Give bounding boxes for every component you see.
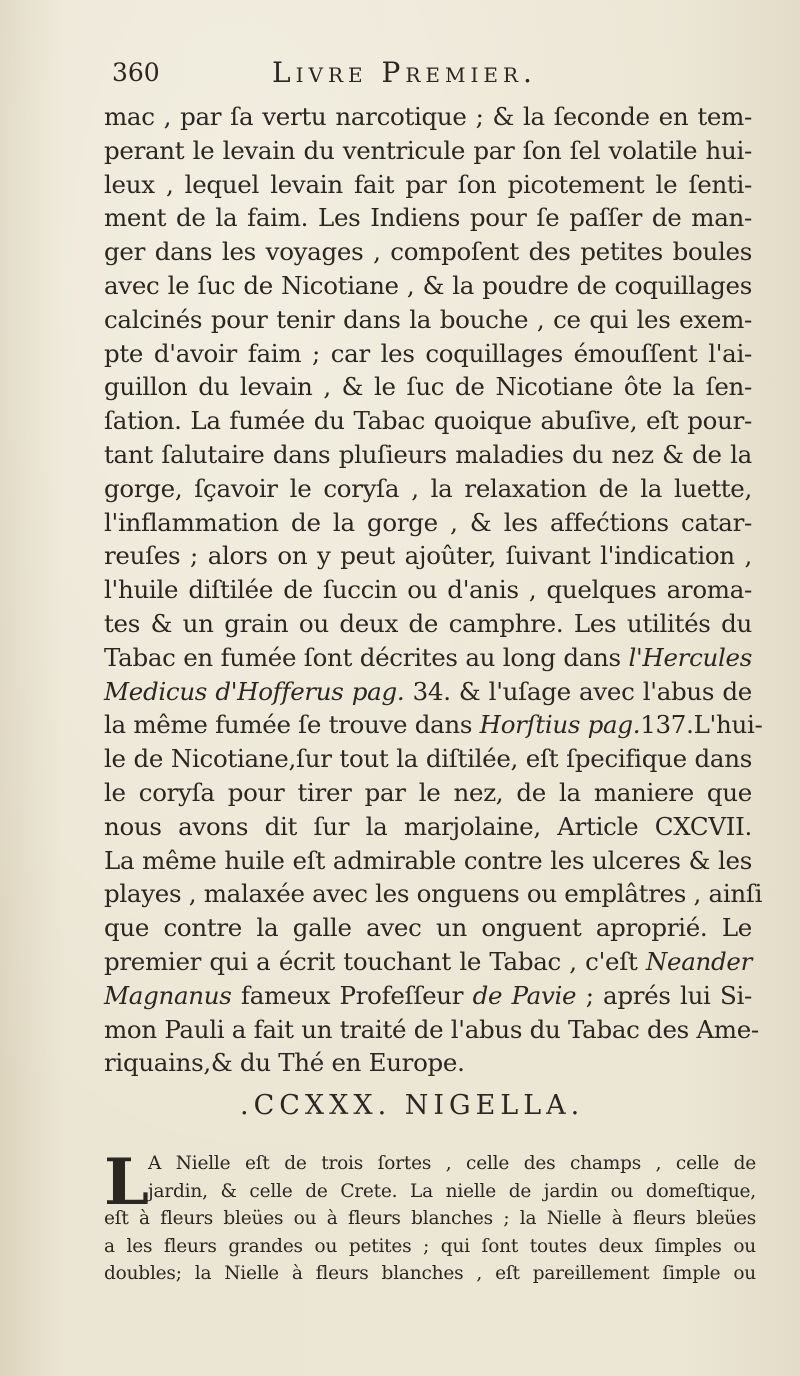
text-line: A Nielle eſt de trois ſortes , celle des champs , celle de xyxy=(148,1153,756,1174)
text-line xyxy=(104,708,763,742)
text-line: l'inflammation de la gorge , & les affećtions catar- xyxy=(104,507,752,537)
text-segment: ; aprés lui Si- xyxy=(585,980,752,1010)
text-line: calcinés pour tenir dans la bouche , ce qui les exem- xyxy=(104,304,752,334)
text-line: jardin, & celle de Crete. La nielle de jardin ou domeſtique, xyxy=(148,1180,756,1202)
text-line: ger dans les voyages , compoſent des petites boules xyxy=(104,237,752,267)
text-line: l'huile diſtilée de ſuccin ou d'anis , quelques aroma- xyxy=(104,575,752,605)
text-line xyxy=(104,945,752,979)
text-segment: premier qui a écrit touchant le Tabac , c'eſt xyxy=(104,946,638,976)
text-line: guillon du levain , & le ſuc de Nicotiane ôte la ſen- xyxy=(104,372,752,402)
text-line: le de Nicotiane,ſur tout la diſtilée, eſt ſpecifique dans xyxy=(104,744,752,774)
italic-title: l'Hercules xyxy=(628,642,752,672)
text-line: riquains,& du Thé en Europe. xyxy=(104,1048,465,1078)
text-line: ment de la faim. Les Indiens pour ſe paſſer de man- xyxy=(104,203,752,233)
page-number: 360 xyxy=(112,58,160,87)
text-line: perant le levain du ventricule par ſon ſel volatile hui- xyxy=(104,135,752,165)
text-segment: fameux Profeſſeur xyxy=(240,980,464,1010)
page-header xyxy=(112,56,632,100)
text-line: eſt à fleurs bleües ou à fleurs blanches ; la Nielle à fleurs bleües xyxy=(104,1208,756,1230)
text-line: le coryſa pour tirer par le nez, de la maniere que xyxy=(104,777,752,807)
text-line: tant ſalutaire dans pluſieurs maladies du nez & de la xyxy=(104,439,752,469)
text-line: pte d'avoir faim ; car les coquillages émouſſent l'ai- xyxy=(104,338,752,368)
text-line: mac , par ſa vertu narcotique ; & la ſeconde en tem- xyxy=(104,102,752,131)
italic-name: Neander xyxy=(645,946,752,976)
text-line xyxy=(104,675,752,709)
text-line: doubles; la Nielle à fleurs blanches , eſt pareillement ſimple ou xyxy=(104,1263,756,1285)
text-line: mon Pauli a fait un traité de l'abus du Tabac des Ame- xyxy=(104,1014,759,1044)
text-segment: 137.L'hui- xyxy=(640,710,763,740)
italic-reference: Horſtius pag. xyxy=(479,710,641,740)
text-line: que contre la galle avec un onguent aproprié. Le xyxy=(104,913,752,943)
text-line xyxy=(104,979,752,1013)
drop-cap: L xyxy=(104,1145,149,1220)
text-line: tes & un grain ou deux de camphre. Les utilités du xyxy=(104,608,752,638)
text-line: nous avons dit ſur la marjolaine, Article CXCVII. xyxy=(104,811,752,841)
text-line: La même huile eſt admirable contre les ulceres & les xyxy=(104,845,752,875)
italic-title: Medicus xyxy=(104,676,208,706)
text-line: ſation. La fumée du Tabac quoique abuſive, eſt pour- xyxy=(104,406,752,436)
italic-reference: d'Hofferus pag. xyxy=(215,676,405,706)
text-line: leux , lequel levain fait par ſon picotement le ſenti- xyxy=(104,169,752,199)
text-line: a les fleurs grandes ou petites ; qui ſont toutes deux ſimples ou xyxy=(104,1235,756,1257)
text-segment: Tabac en fumée ſont décrites au long dans xyxy=(104,642,621,672)
text-line xyxy=(104,641,752,675)
text-line: avec le ſuc de Nicotiane , & la poudre de coquillages xyxy=(104,270,752,300)
section-text xyxy=(104,1145,756,1288)
text-line: playes , malaxée avec les onguens ou emplâtres , ainſi xyxy=(104,879,763,909)
text-line: gorge, ſçavoir le coryſa , la relaxation de la luette, xyxy=(104,473,752,503)
text-segment: la même fumée ſe trouve dans xyxy=(104,710,473,740)
italic-name: Magnanus xyxy=(104,980,232,1010)
main-text xyxy=(104,100,763,1080)
text-segment: 34. & l'uſage avec l'abus de xyxy=(412,676,752,706)
section-heading: .CCXXX. NIGELLA. xyxy=(240,1090,585,1121)
running-title: Livre Premier. xyxy=(272,56,537,89)
italic-place: de Pavie xyxy=(472,980,577,1010)
text-line: reuſes ; alors on y peut ajoûter, ſuivant l'indication , xyxy=(104,541,752,571)
